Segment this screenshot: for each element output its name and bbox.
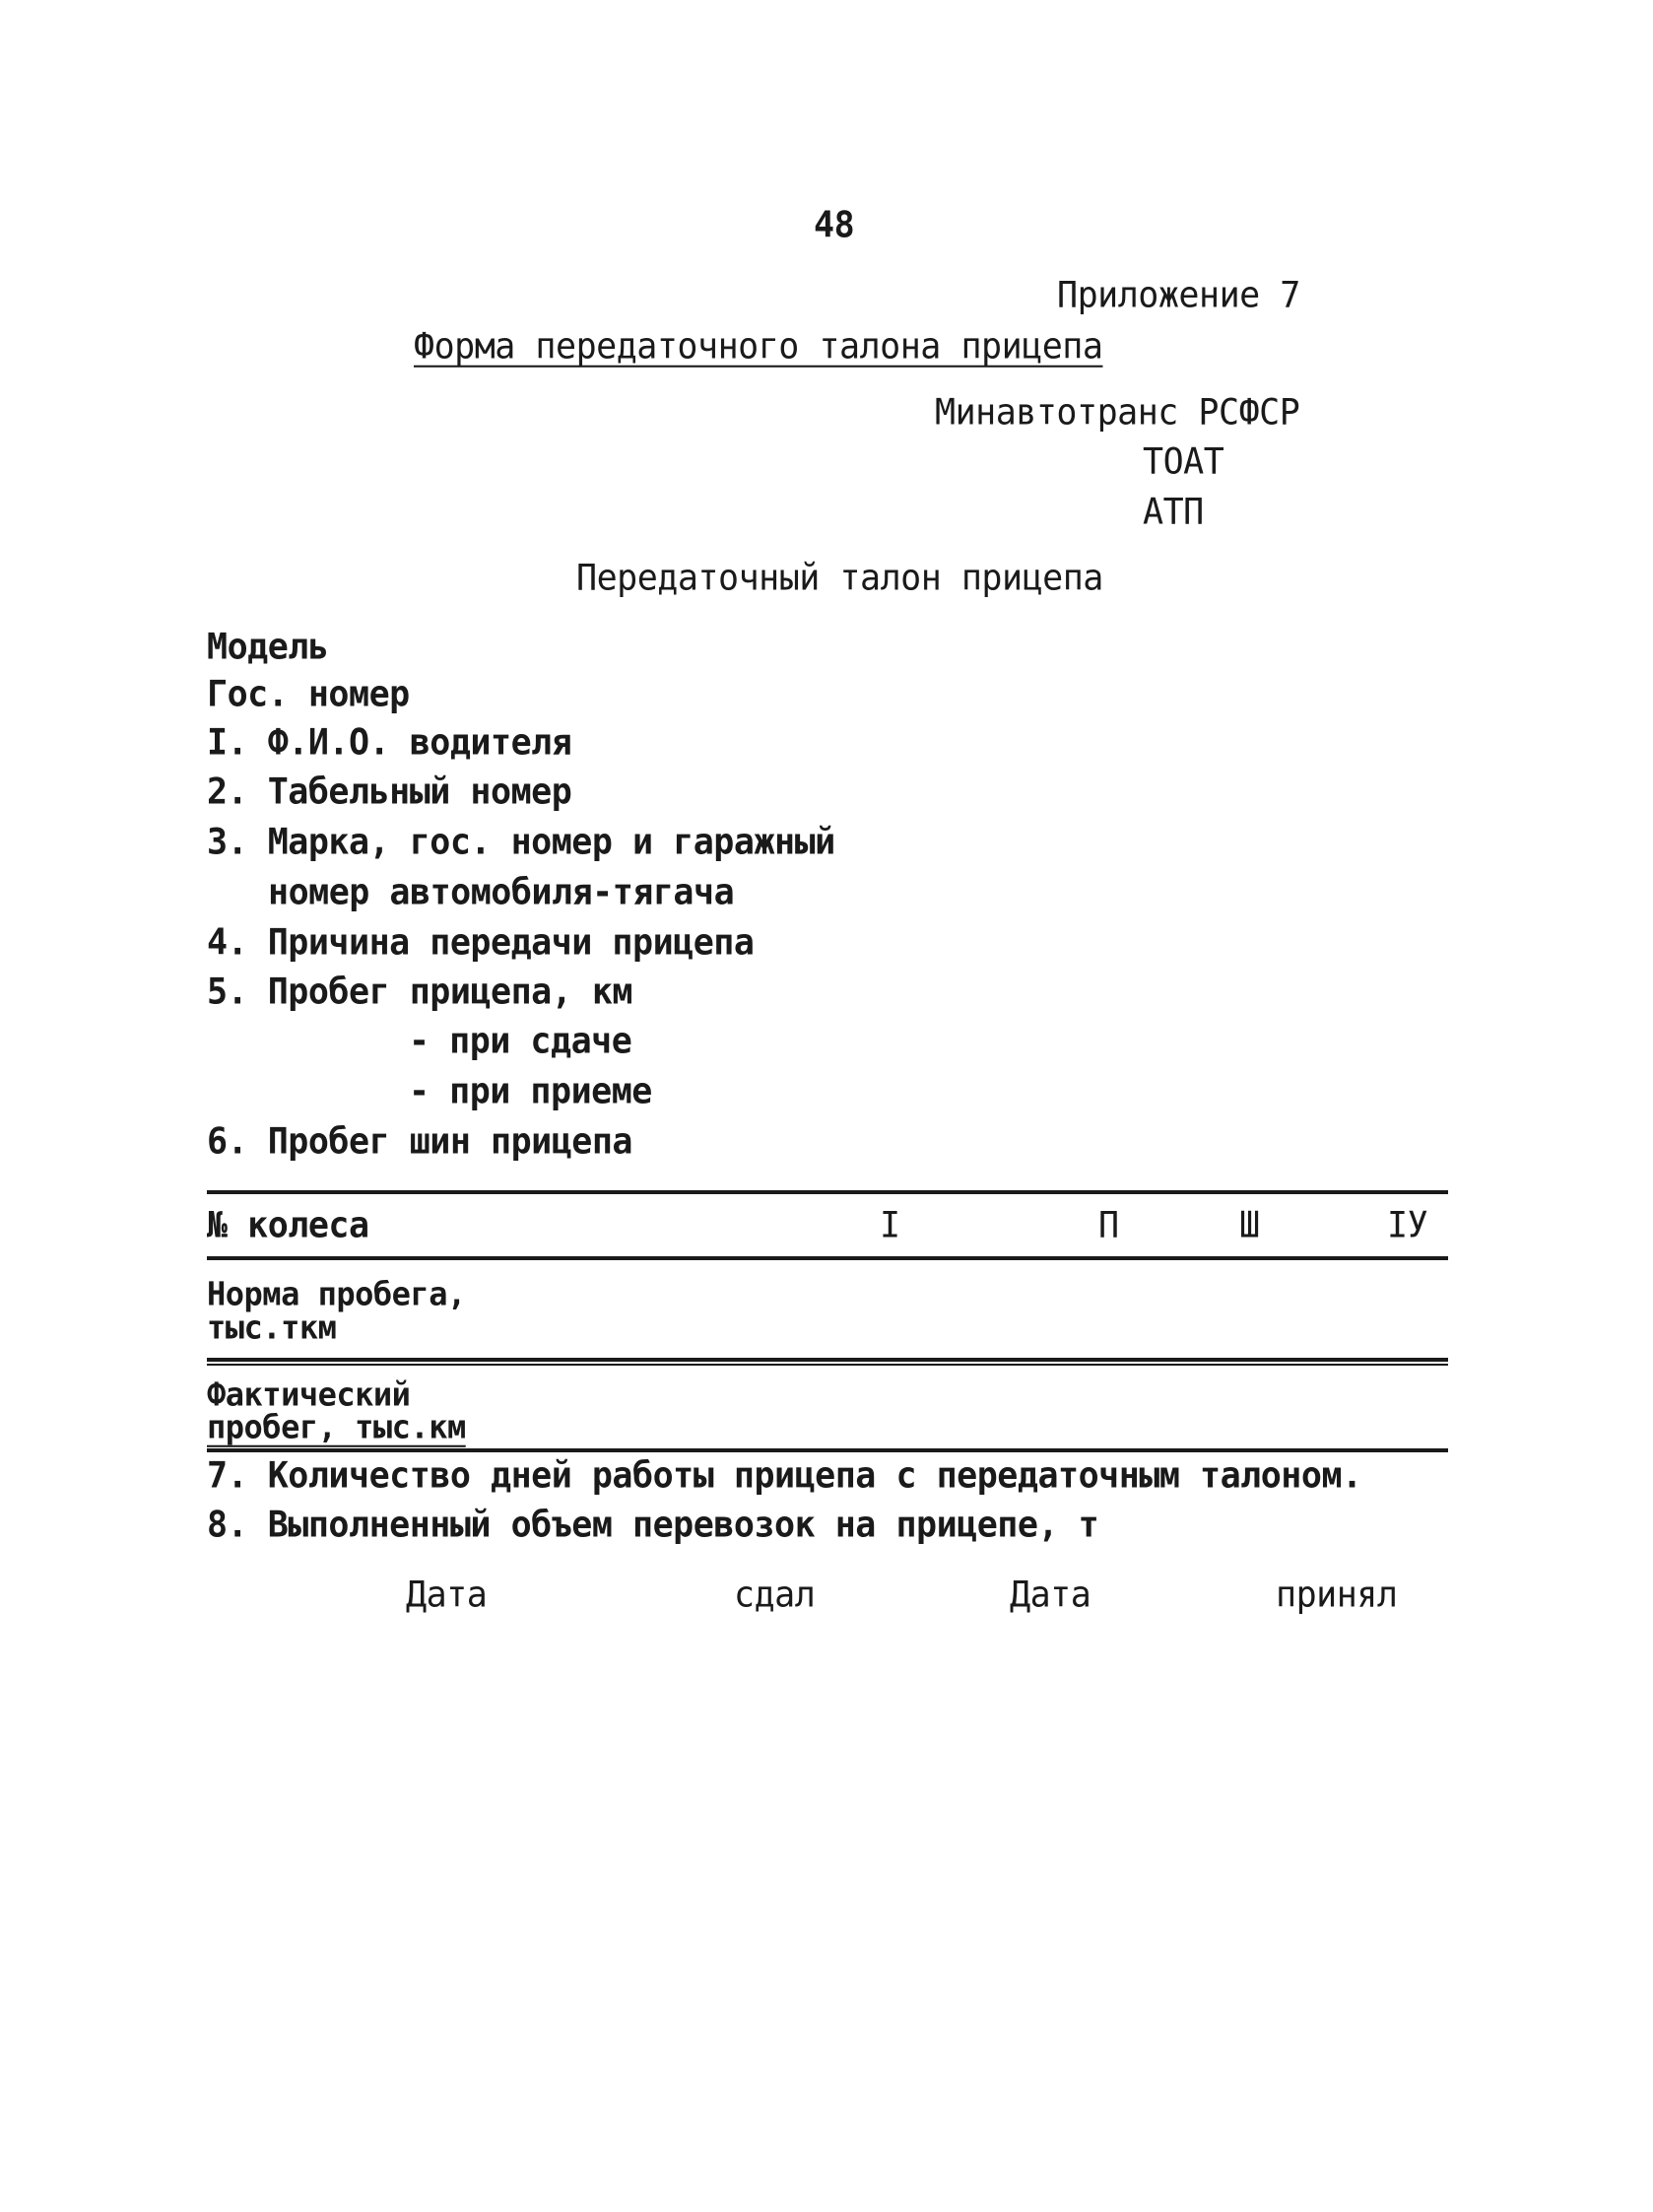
page-number: 48: [814, 205, 855, 246]
signature-date-2: Дата: [1010, 1575, 1091, 1616]
wheel-col-3: Ш: [1239, 1205, 1260, 1246]
atp-label: АТП: [1143, 492, 1204, 533]
field-tab-number: 2. Табельный номер: [207, 771, 572, 813]
actual-mileage-label-2: пробег, тыс.км: [207, 1407, 466, 1446]
field-driver-name: I. Ф.И.О. водителя: [207, 722, 572, 764]
field-transport-volume: 8. Выполненный объем перевозок на прицепе, т: [207, 1505, 1099, 1546]
field-transfer-reason: 4. Причина передачи прицепа: [207, 922, 755, 964]
wheel-col-1: I: [880, 1205, 900, 1246]
toat-label: ТОАТ: [1143, 441, 1224, 483]
field-mileage-handover: - при сдаче: [409, 1021, 632, 1062]
norm-mileage-label-2: тыс.ткм: [207, 1307, 337, 1347]
form-caption: Форма передаточного талона прицепа: [414, 326, 1103, 368]
table-bottom-rule: [207, 1448, 1448, 1452]
wheel-col-2: П: [1098, 1205, 1119, 1246]
table-top-rule: [207, 1190, 1448, 1194]
field-tractor-line2: номер автомобиля-тягача: [268, 872, 735, 913]
appendix-label: Приложение 7: [1057, 275, 1300, 316]
field-gos-nomer: Гос. номер: [207, 674, 410, 715]
table-row1-rule-b: [207, 1364, 1448, 1366]
wheel-number-header: № колеса: [207, 1205, 369, 1246]
table-row1-rule: [207, 1358, 1448, 1362]
actual-mileage-label-1: Фактический: [207, 1374, 411, 1414]
signature-handed: сдал: [734, 1575, 816, 1616]
wheel-col-4: IУ: [1387, 1205, 1428, 1246]
ministry-label: Минавтотранс РСФСР: [935, 392, 1300, 434]
field-model: Модель: [207, 627, 329, 668]
norm-mileage-label-1: Норма пробега,: [207, 1274, 466, 1313]
field-tractor-line1: 3. Марка, гос. номер и гаражный: [207, 822, 835, 863]
signature-date-1: Дата: [406, 1575, 488, 1616]
field-mileage-accept: - при приеме: [409, 1071, 652, 1112]
field-work-days: 7. Количество дней работы прицепа с передаточным талоном.: [207, 1455, 1362, 1497]
field-tire-mileage: 6. Пробег шин прицепа: [207, 1121, 633, 1163]
table-header-rule: [207, 1256, 1448, 1260]
document-title: Передаточный талон прицепа: [576, 558, 1103, 599]
signature-accepted: принял: [1276, 1575, 1398, 1616]
field-trailer-mileage: 5. Пробег прицепа, км: [207, 972, 633, 1013]
